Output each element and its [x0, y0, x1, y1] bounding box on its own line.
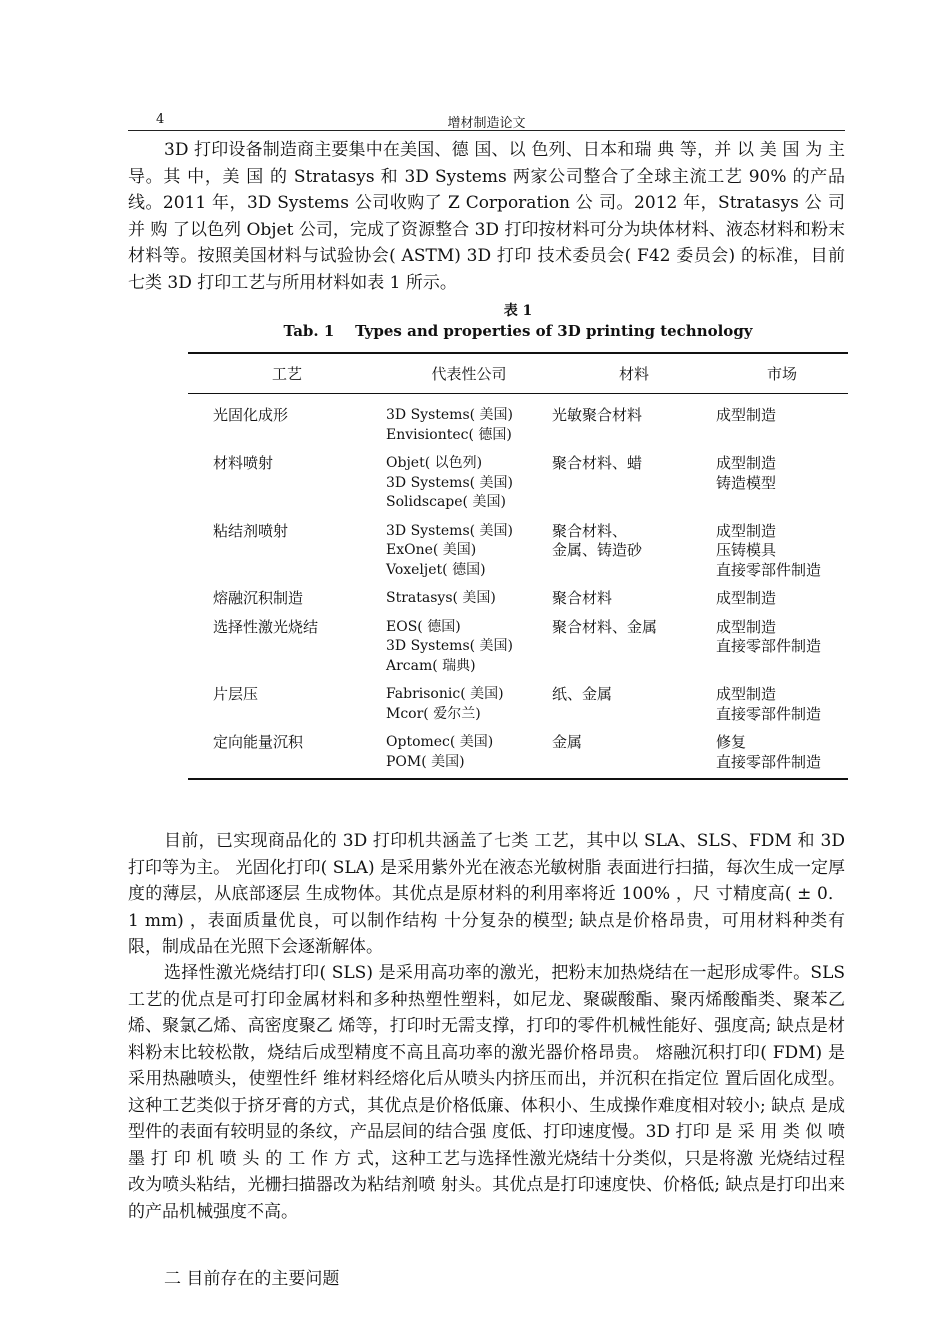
market-name: 成型制造 — [716, 454, 777, 472]
table-row — [188, 733, 848, 779]
company-name: Mcor( 爱尔兰) — [386, 705, 481, 722]
section-heading: 二 目前存在的主要问题 — [164, 1269, 340, 1289]
company-name: Arcam( 瑞典) — [386, 657, 476, 674]
company-name: POM( 美国) — [386, 753, 465, 770]
cell-market — [716, 522, 848, 590]
cell-process — [188, 685, 386, 733]
market-name: 直接零部件制造 — [716, 752, 822, 771]
company-name: Envisiontec( 德国) — [386, 426, 512, 443]
cell-companies — [386, 733, 552, 779]
company-name: Voxeljet( 德国) — [386, 561, 486, 578]
header-market: 市场 — [716, 353, 848, 394]
market-name: 直接零部件制造 — [716, 637, 822, 655]
material-name: 金属 — [552, 733, 583, 751]
market-name: 铸造模型 — [716, 473, 777, 492]
material-name: 聚合材料 — [552, 589, 613, 607]
process-name: 粘结剂喷射 — [213, 521, 289, 540]
cell-companies — [386, 454, 552, 522]
cell-process — [188, 589, 386, 618]
process-name: 选择性激光烧结 — [213, 617, 319, 636]
intro-paragraph: 3D 打印设备制造商主要集中在美国、德 国、以 色列、日本和瑞 典 等，并 以 美 国 为 主 导。其 中，美 国 的 Stratasys 和 3D Systems 两家公司整合了全球主流工艺 90% 的产品线。2011 年，3D Systems 公司收购了 Z Corporation 公 司。2012 年，Stratasys 公 司 并 购 了以色列 Objet 公司，完成了资源整合 3D 打印按材料可分为块体材料、液态材料和粉末材料等。按照美国材料与试验协会( ASTM) 3D 打印 技术委员会( F42 委员会) 的标准，目前七类 3D 打印工艺与所用材料如表 1 所示。 — [128, 140, 845, 293]
paragraph-3: 选择性激光烧结打印( SLS) 是采用高功率的激光，把粉末加热烧结在一起形成零件。SLS 工艺的优点是可打印金属材料和多种热塑性塑料，如尼龙、聚碳酸酯、聚丙烯酸酯类、聚苯乙烯、聚氯乙烯、高密度聚乙 烯等，打印时无需支撑，打印的零件机械性能好、强度高; 缺点是材料粉末比较松散，烧结后成型精度不高且高功率的激光器价格昂贵。 熔融沉积打印( FDM) 是采用热融喷头，使塑性纤 维材料经熔化后从喷头内挤压而出，并沉积在指定位 置后固化成型。这种工艺类似于挤牙膏的方式，其优点是价格低廉、体积小、生成操作难度相对较小; 缺点 是成型件的表面有较明显的条纹，产品层间的结合强 度低、打印速度慢。3D 打印 是 采 用 类 似 喷 墨 打 印 机 喷 头 的 工 作 方 式，这种工艺与选择性激光烧结十分类似，只是将激 光烧结过程改为喷头粘结，光栅扫描器改为粘结剂喷 射头。其优点是打印速度快、价格低; 缺点是打印出来的产品机械强度不高。 — [128, 963, 845, 1222]
cell-process — [188, 522, 386, 590]
paragraph-2: 目前，已实现商品化的 3D 打印机共涵盖了七类 工艺，其中以 SLA、SLS、FDM 和 3D 打印等为主。 光固化打印( SLA) 是采用紫外光在液态光敏树脂 表面进行扫描，每次生成一定厚度的薄层，从底部逐层 生成物体。其优点是原材料的利用率将近 100% ，尺 寸精度高( ± 0． 1 mm) ，表面质量优良，可以制作结构 十分复杂的模型; 缺点是价格昂贵，可用材料种类有限，制成品在光照下会逐渐解体。 — [128, 831, 845, 957]
material-name: 纸、金属 — [552, 685, 613, 703]
table-caption-cn: 表 1 — [503, 303, 533, 319]
table-row — [188, 454, 848, 522]
cell-market — [716, 394, 848, 455]
table-row — [188, 522, 848, 590]
cell-market — [716, 618, 848, 686]
cell-process — [188, 733, 386, 779]
material-name: 光敏聚合材料 — [552, 406, 643, 424]
cell-process — [188, 454, 386, 522]
table-header-row — [188, 353, 848, 394]
market-name: 成型制造 — [716, 521, 777, 540]
company-name: ExOne( 美国) — [386, 542, 477, 558]
material-name: 聚合材料、金属 — [552, 617, 658, 636]
market-name: 成型制造 — [716, 685, 777, 703]
cell-market — [716, 733, 848, 779]
process-name: 熔融沉积制造 — [213, 589, 304, 607]
material-name: 金属、铸造砂 — [552, 541, 643, 559]
process-name: 定向能量沉积 — [213, 733, 304, 751]
header-companies: 代表性公司 — [386, 353, 552, 394]
cell-companies — [386, 522, 552, 590]
header-process: 工艺 — [188, 353, 386, 394]
table-caption-en: Tab. 1 Types and properties of 3D printing technology — [283, 322, 753, 340]
cell-companies — [386, 618, 552, 686]
cell-companies — [386, 394, 552, 455]
company-name: Fabrisonic( 美国) — [386, 686, 504, 702]
process-name: 材料喷射 — [213, 454, 274, 472]
cell-materials — [552, 522, 716, 590]
table-body — [188, 394, 848, 780]
cell-materials — [552, 589, 716, 618]
cell-companies — [386, 589, 552, 618]
market-name: 成型制造 — [716, 617, 777, 636]
company-name: 3D Systems( 美国) — [386, 522, 514, 539]
process-name: 光固化成形 — [213, 406, 289, 424]
company-name: 3D Systems( 美国) — [386, 407, 514, 423]
cell-process — [188, 394, 386, 455]
company-name: 3D Systems( 美国) — [386, 638, 514, 654]
material-name: 聚合材料、蜡 — [552, 454, 643, 472]
market-name: 直接零部件制造 — [716, 560, 822, 579]
company-name: Stratasys( 美国) — [386, 590, 496, 606]
market-name: 直接零部件制造 — [716, 704, 822, 723]
page-number: 4 — [156, 112, 165, 127]
header-title: 增材制造论文 — [447, 116, 526, 131]
header-materials: 材料 — [552, 353, 716, 394]
market-name: 压铸模具 — [716, 541, 777, 559]
cell-materials — [552, 394, 716, 455]
cell-materials — [552, 733, 716, 779]
process-name: 片层压 — [213, 685, 259, 703]
table-row — [188, 618, 848, 686]
market-name: 成型制造 — [716, 406, 777, 424]
cell-process — [188, 618, 386, 686]
cell-companies — [386, 685, 552, 733]
cell-market — [716, 589, 848, 618]
company-name: Objet( 以色列) — [386, 455, 483, 471]
company-name: Solidscape( 美国) — [386, 494, 506, 510]
material-name: 聚合材料、 — [552, 521, 628, 540]
cell-materials — [552, 618, 716, 686]
cell-materials — [552, 685, 716, 733]
company-name: 3D Systems( 美国) — [386, 474, 514, 491]
company-name: EOS( 德国) — [386, 618, 461, 635]
table-row — [188, 394, 848, 455]
table-row — [188, 589, 848, 618]
cell-market — [716, 685, 848, 733]
cell-market — [716, 454, 848, 522]
running-header — [128, 112, 845, 131]
cell-materials — [552, 454, 716, 522]
company-name: Optomec( 美国) — [386, 734, 494, 750]
market-name: 修复 — [716, 733, 747, 751]
table-row — [188, 685, 848, 733]
market-name: 成型制造 — [716, 589, 777, 607]
process-table — [188, 352, 848, 780]
